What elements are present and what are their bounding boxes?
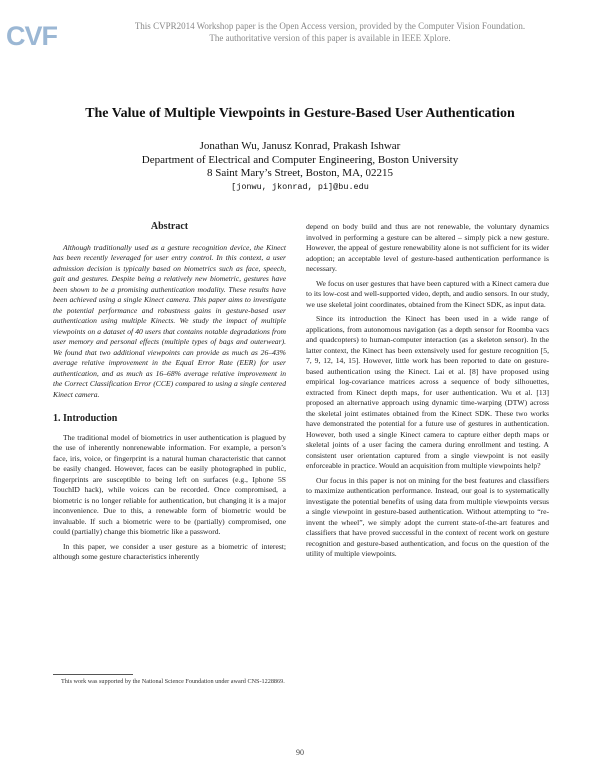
right-paragraph-3: Since its introduction the Kinect has been used in a wide range of applications, from autonomous navigation (as a depth sensor for Roomba vacs and quadcopters) to human-computer interaction (as a skeleton sensor). In the latter context, the Kinect has been extensively used for gesture recognition [5, 7, 9, 12, 14, 15]. However, little work has been reported to date on gesture-based authentication using the Kinect. Lai et al. [8] have proposed using empirical log-covariance matrices across a sequence of body silhouettes, extracted from Kinect depth maps, for user authentication. Wu et al. [13] proposed an alternative approach using dynamic time-warping (DTW) across the skeletal joint estimates obtained from the Kinect SDK. These two works have demonstrated the potential for a future use of gestures in authentication. However, both used a single Kinect camera to capture either depth maps or skeletal joints of a user facing the camera during enrollment and testing. A consistent user orientation captured from a single viewpoint is not easily enforceable in practice. Would an acquisition from multiple viewpoints help? [306, 314, 549, 470]
right-paragraph-2: We focus on user gestures that have been captured with a Kinect camera due to its low-cost and well-supported video, depth, and audio sensors. In our study, we use skeletal joint coordinates, obtained from the Kinect SDK, as input data. [306, 278, 549, 309]
cvf-logo-text: CVF [6, 22, 57, 48]
abstract-text: Although traditionally used as a gesture recognition device, the Kinect has been recently leveraged for user entry control. In this context, a user admission decision is typically based on biometrics such as face, speech, gait and gestures. Despite being a relatively new biometric, gestures have been shown to be a promising authentication modality. These results have been achieved using a single Kinect camera. This paper aims to investigate the potential performance and robustness gains in gesture-based user authentication using multiple Kinects. We study the impact of multiple viewpoints on a dataset of 40 users that contains notable degradations from user memory and personal effects (multiple types of bags and outerwear). We found that two additional viewpoints can provide as much as 26–43% average relative improvement in the Equal Error Rate (EER) for user authentication, and as much as 16–68% average relative improvement in the Correct Classification Error (CCE) compared to using a single centered Kinect camera. [53, 242, 286, 399]
section-heading-introduction: 1. Introduction [53, 413, 118, 424]
author-block [0, 140, 600, 194]
open-access-banner [90, 20, 570, 44]
affiliation: Department of Electrical and Computer Engineering, Boston University [141, 153, 459, 166]
footnote-text: This work was supported by the National Science Foundation under award CNS-1228869. [61, 678, 285, 685]
intro-paragraph-1: The traditional model of biometrics in user authentication is plagued by the use of inherently nonrenewable information. For example, a person’s face, iris, voice, or fingerprint is a natural human characteristic that cannot be easily changed. However, faces can be easily photographed in public, fingerprints are susceptible to being left on surfaces (e.g., Iphone 5S TouchID hack), while voices can be recorded. Once compromised, a biometric is no longer reliable for authentication, but changing it is a major inconvenience. Due to this, a renewable form of biometric would be invaluable. If such a biometric were to be (partially) compromised, one could (partially) change this biometric like a password. [53, 432, 286, 536]
banner-line-1: This CVPR2014 Workshop paper is the Open Access version, provided by the Computer Vision Foundation. [134, 21, 526, 31]
paper-title: The Value of Multiple Viewpoints in Gesture-Based User Authentication [85, 106, 515, 121]
right-paragraph-4: Our focus in this paper is not on mining for the best features and classifiers to maximize authentication performance. Instead, our goal is to systematically investigate the potential benefits of using data from multiple viewpoints versus a single viewpoint in gesture-based authentication. Without attempting to “re-invent the wheel”, we simply adopt the current state-of-the-art features and classifiers that have proved successful in the context of recent work on gesture recognition and gesture-based authentication, and focus on the question of the utility of multiple viewpoints. [306, 475, 549, 558]
footnote-rule [53, 674, 133, 675]
address: 8 Saint Mary’s Street, Boston, MA, 02215 [206, 167, 394, 179]
banner-line-2: The authoritative version of this paper is available in IEEE Xplore. [209, 33, 451, 43]
page-number: 90 [296, 748, 304, 757]
abstract-body [53, 243, 286, 401]
right-paragraph-1: depend on body build and thus are not renewable, the voluntary dynamics involved in performing a gesture can be altered – simply pick a new gesture. However, the appeal of gesture renewability alone is not sufficient for its wider adoption; an acceptable level of gesture-based authentication performance is necessary. [306, 222, 549, 273]
footnote [53, 674, 286, 686]
cvf-logo [6, 22, 68, 48]
abstract-heading: Abstract [150, 221, 189, 232]
author-emails: [jonwu, jkonrad, pi]@bu.edu [231, 181, 369, 192]
intro-paragraph-2: In this paper, we consider a user gesture as a biometric of interest; although some gesture characteristics inherently [53, 541, 286, 561]
right-column [306, 222, 549, 564]
author-names: Jonathan Wu, Janusz Konrad, Prakash Ishwar [199, 140, 401, 152]
left-column [53, 222, 286, 567]
